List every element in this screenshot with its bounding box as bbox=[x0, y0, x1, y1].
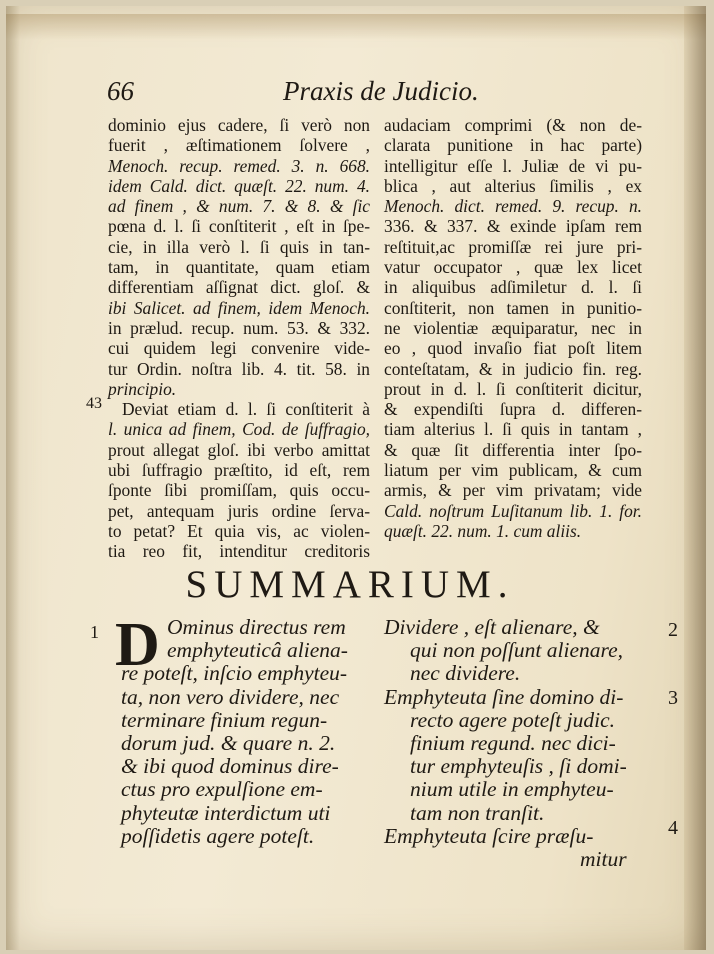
summary-line: Dividere , eſt alienare, & bbox=[384, 615, 600, 639]
text-line: tia reo fit, intenditur creditoris bbox=[108, 541, 370, 562]
text-line: armis, & per vim privatam; vide bbox=[384, 480, 642, 501]
text-line: differentiam aſſignat dict. gloſ. & bbox=[108, 277, 370, 298]
text-line: conteſtatam, & in judicio fin. reg. bbox=[384, 358, 642, 379]
text-line: clarata punitione in hac parte) bbox=[384, 135, 642, 156]
text-line: pœna d. l. ſi conſtiterit , eſt in ſpe- bbox=[108, 216, 370, 237]
text-line: to petat? Et quia vis, ac violen- bbox=[108, 520, 370, 541]
text-line: reſtituit,ac promiſſæ rei jure pri- bbox=[384, 236, 642, 257]
text-line: quæſt. 22. num. 1. cum aliis. bbox=[384, 520, 582, 541]
summary-line: phyteutæ interdictum uti bbox=[121, 800, 331, 825]
text-line: ne violentiæ æquiparatur, nec in bbox=[384, 317, 642, 338]
text-line: cie, in illa verò l. ſi quis in tan- bbox=[108, 236, 370, 257]
text-line: pet, antequam juris ordine ſerva- bbox=[108, 500, 370, 521]
text-line: in aliquibus adſimiletur d. l. ſi bbox=[384, 277, 642, 298]
text-line: dominio ejus cadere, ſi verò non bbox=[108, 115, 370, 135]
summary-line: Emphyteuta ſine domino di- bbox=[384, 684, 624, 709]
summary-line: tur emphyteuſis , ſi domi- bbox=[410, 754, 627, 779]
summary-line: terminare finium regun- bbox=[121, 707, 328, 732]
summary-line: qui non poſſunt alienare, bbox=[410, 638, 623, 663]
summary-line: recto agere poteſt judic. bbox=[410, 707, 615, 732]
text-line: in prælud. recup. num. 53. & 332. bbox=[108, 317, 370, 338]
paragraph-mark: 1 bbox=[90, 622, 99, 642]
summary-right-column bbox=[384, 616, 644, 871]
summary-line: mitur bbox=[580, 846, 627, 871]
text-line: tiam alterius l. ſi quis in tantam , bbox=[384, 419, 642, 440]
text-line: conſtiterit, non tamen in punitio- bbox=[384, 297, 642, 318]
summary-line: finium regund. nec dici- bbox=[410, 730, 616, 755]
summary-line: Emphyteuta ſcire præſu- bbox=[384, 823, 594, 848]
text-line: ubi ſuffragio præſtito, id eſt, rem bbox=[108, 460, 370, 481]
summary-line: poſſidetis agere poteſt. bbox=[121, 823, 315, 848]
text-line: prout allegat gloſ. ibi verbo amittat bbox=[108, 439, 370, 460]
summary-line: emphyteuticâ aliena- bbox=[167, 638, 348, 663]
drop-cap: D bbox=[115, 611, 160, 679]
page-number: 66 bbox=[107, 76, 134, 106]
text-line: fuerit , æſtimationem ſolvere , bbox=[108, 135, 370, 156]
text-line: Cald. noſtrum Luſitanum lib. 1. for. bbox=[384, 500, 642, 521]
text-line: tam, in quantitate, quam etiam bbox=[108, 257, 370, 278]
summary-line: re poteſt, inſcio emphyteu- bbox=[121, 661, 348, 686]
text-line: 336. & 337. & exinde ipſam rem bbox=[384, 216, 642, 237]
running-title: Praxis de Judicio. bbox=[283, 76, 479, 106]
page-edge-shadow bbox=[6, 6, 20, 950]
book-spine-shadow bbox=[684, 6, 706, 950]
text-line: & expendiſti ſupra d. differen- bbox=[384, 399, 642, 420]
right-text-column bbox=[384, 115, 642, 541]
text-line: l. unica ad finem, Cod. de ſuffragio, bbox=[108, 419, 370, 440]
text-line: ibi Salicet. ad finem, idem Menoch. bbox=[108, 297, 370, 318]
text-line: & quæ ſit differentia inter ſpo- bbox=[384, 439, 642, 460]
summary-number: 3 bbox=[668, 687, 678, 709]
text-line: idem Cald. dict. quæſt. 22. num. 4. bbox=[108, 175, 370, 196]
text-line: prout in d. l. ſi conſtiterit dicitur, bbox=[384, 378, 642, 399]
text-line: intelligitur eſſe l. Juliæ de vi pu- bbox=[384, 155, 642, 176]
text-line: tur Ordin. noſtra lib. 4. tit. 58. in bbox=[108, 358, 370, 379]
summary-heading: SUMMARIUM. bbox=[185, 563, 515, 606]
text-line: Menoch. dict. remed. 9. recup. n. bbox=[384, 196, 642, 217]
summary-line: & ibi quod dominus dire- bbox=[121, 754, 339, 779]
summary-line: ta, non vero dividere, nec bbox=[121, 684, 340, 709]
summary-line: dorum jud. & quare n. 2. bbox=[121, 730, 336, 755]
summary-line: nium utile in emphyteu- bbox=[410, 777, 614, 802]
page-stain bbox=[6, 14, 706, 40]
text-line: Deviat etiam d. l. ſi conſtiterit à bbox=[122, 399, 370, 420]
summary-number: 4 bbox=[668, 817, 678, 839]
summary-line: Ominus directus rem bbox=[167, 615, 346, 639]
text-line: Menoch. recup. remed. 3. n. 668. bbox=[108, 155, 370, 176]
summary-line: nec dividere. bbox=[410, 661, 521, 686]
text-line: blica , aut alterius ſimilis , ex bbox=[384, 175, 642, 196]
summary-line: ctus pro expulſione em- bbox=[121, 777, 323, 802]
text-line: eo , quod invaſio fiat poſt litem bbox=[384, 338, 642, 359]
text-line: cui quidem legi convenire vide- bbox=[108, 338, 370, 359]
text-line: ad finem , & num. 7. & 8. & ſic bbox=[108, 196, 370, 217]
text-line: ſponte ſibi promiſſam, quis occu- bbox=[108, 480, 370, 501]
text-line: audaciam comprimi (& non de- bbox=[384, 115, 642, 135]
page-header bbox=[107, 76, 487, 112]
text-line: principio. bbox=[108, 378, 177, 399]
summary-number: 2 bbox=[668, 619, 678, 641]
text-line: vatur occupator , quæ lex licet bbox=[384, 257, 642, 278]
summary-line: tam non tranſit. bbox=[410, 800, 545, 825]
summary-left-column bbox=[121, 616, 373, 848]
left-text-column bbox=[108, 115, 370, 562]
margin-paragraph-number: 43 bbox=[86, 395, 102, 412]
text-line: liatum per vim publicam, & cum bbox=[384, 460, 642, 481]
